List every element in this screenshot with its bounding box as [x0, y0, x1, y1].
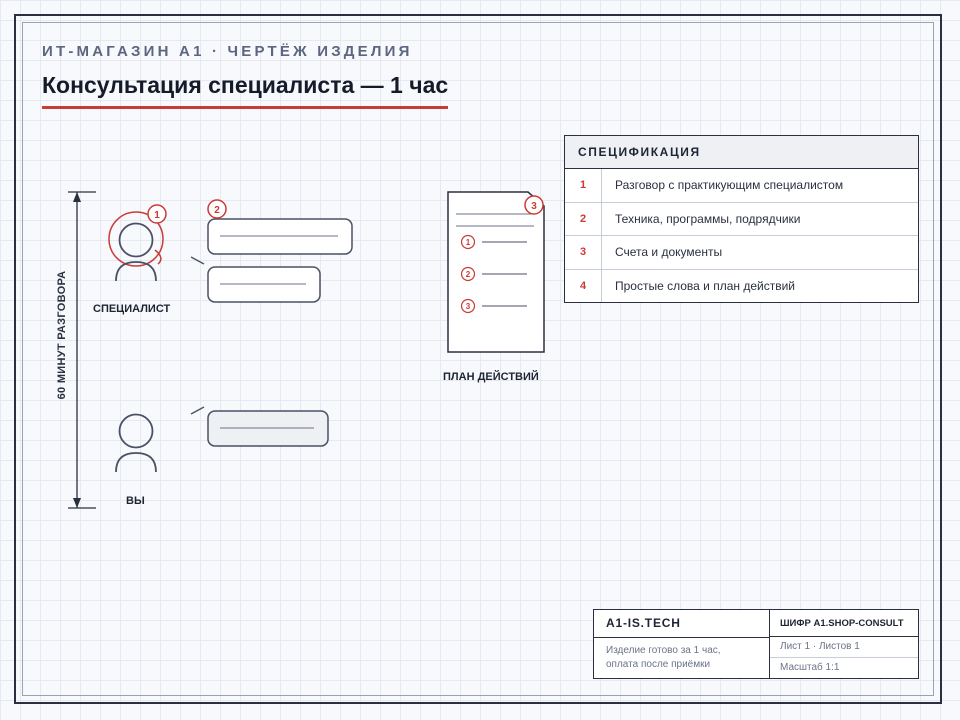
stamp-left — [594, 610, 770, 678]
duration-dimension — [68, 192, 96, 508]
you-person-icon — [116, 415, 156, 473]
spec-row-number: 3 — [565, 236, 602, 269]
plan-item-1-number: 1 — [465, 238, 471, 247]
stamp-code: ШИФР A1.SHOP-CONSULT — [770, 610, 918, 637]
spec-row — [565, 169, 918, 203]
title-block-stamp — [593, 609, 919, 679]
spec-row-text: Простые слова и план действий — [615, 278, 795, 293]
stamp-note-line-2: оплата после приёмки — [606, 659, 711, 670]
stamp-scale: Масштаб 1:1 — [780, 662, 840, 673]
stamp-note-line-1: Изделие готово за 1 час, — [606, 645, 721, 656]
action-plan-document — [448, 192, 544, 352]
marker-3 — [525, 196, 543, 214]
you-label: ВЫ — [126, 495, 145, 507]
header-kicker: ИТ-МАГАЗИН А1 · ЧЕРТЁЖ ИЗДЕЛИЯ — [42, 43, 413, 60]
marker-2-number: 2 — [214, 205, 220, 216]
spec-row-number: 2 — [565, 203, 602, 236]
stamp-note — [594, 638, 769, 672]
action-plan-label: ПЛАН ДЕЙСТВИЙ — [443, 371, 539, 383]
spec-row-text: Разговор с практикующим специалистом — [615, 178, 844, 193]
marker-2 — [208, 200, 226, 218]
marker-1 — [148, 205, 166, 223]
stamp-right — [770, 610, 918, 678]
spec-row-text: Счета и документы — [615, 245, 723, 260]
spec-row-number: 1 — [565, 169, 602, 202]
plan-item-3-number: 3 — [465, 302, 471, 311]
plan-item-2-number: 2 — [465, 270, 471, 279]
stamp-sheet: Лист 1 · Листов 1 — [770, 637, 918, 658]
you-speech — [191, 407, 328, 446]
specialist-label: СПЕЦИАЛИСТ — [93, 303, 171, 315]
spec-row-number: 4 — [565, 270, 602, 303]
marker-1-number: 1 — [154, 210, 160, 221]
page-title: Консультация специалиста — 1 час — [42, 72, 449, 98]
spec-row-text: Техника, программы, подрядчики — [615, 211, 801, 226]
specification-table — [564, 135, 919, 303]
spec-row — [565, 270, 918, 303]
duration-label: 60 МИНУТ РАЗГОВОРА — [56, 270, 68, 400]
stamp-brand: A1-IS.TECH — [594, 610, 769, 638]
specialist-speech — [191, 219, 352, 302]
spec-row — [565, 236, 918, 270]
marker-3-number: 3 — [531, 201, 537, 212]
spec-row — [565, 203, 918, 237]
specification-title: СПЕЦИФИКАЦИЯ — [565, 136, 918, 169]
